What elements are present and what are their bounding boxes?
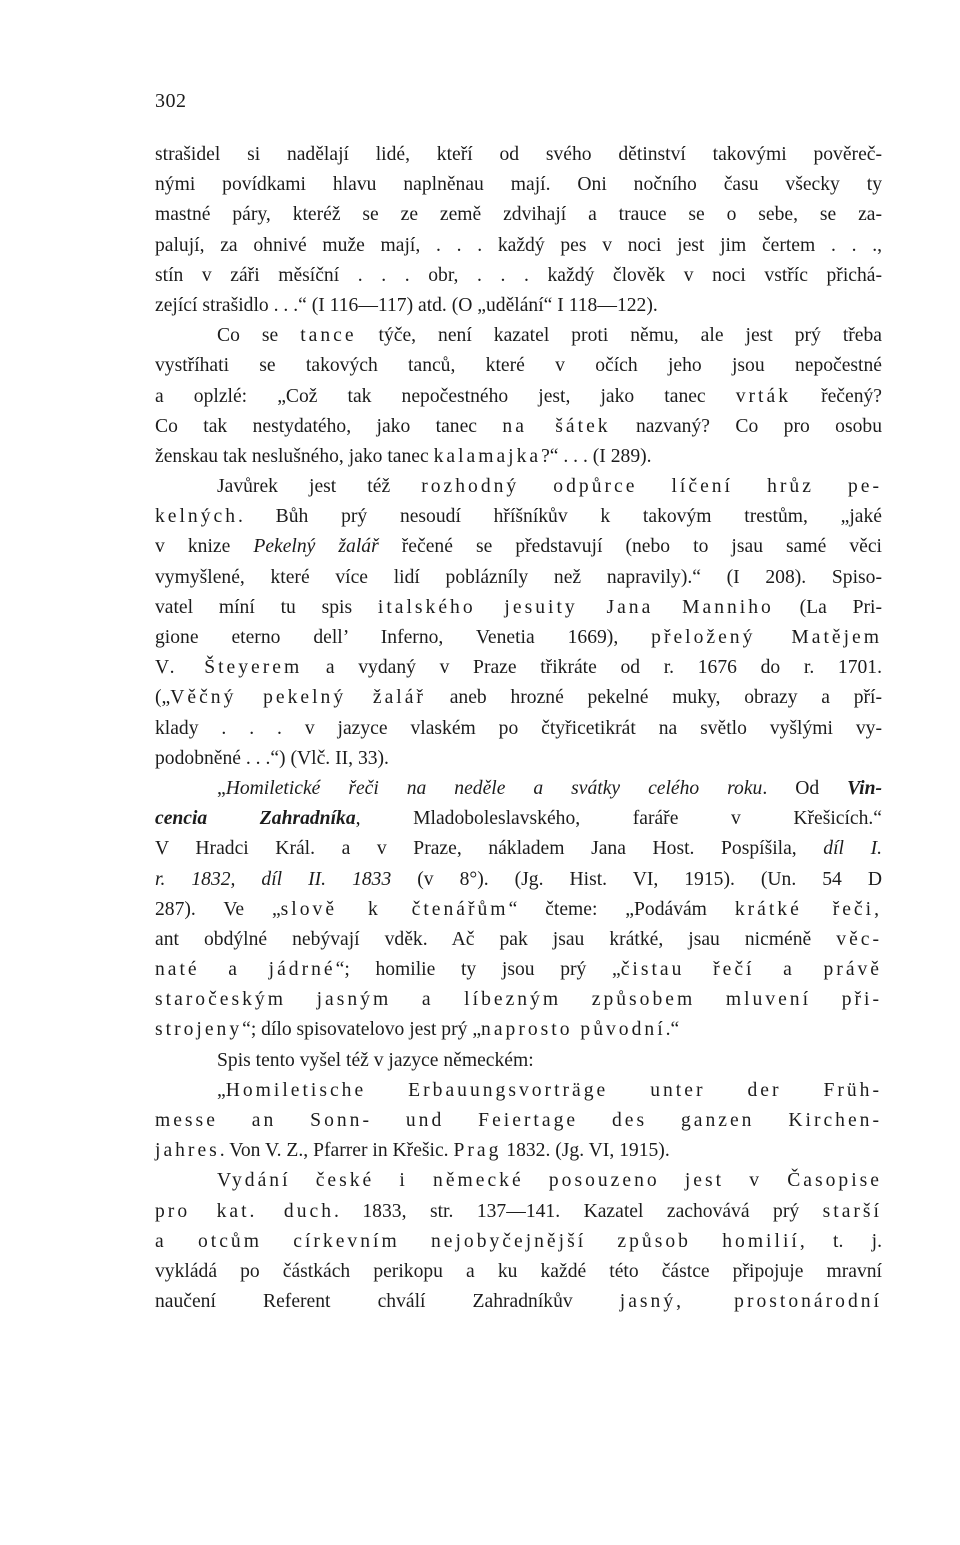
text-segment: “; dílo spisovatelovo jest prý „: [242, 1019, 482, 1041]
text-segment: pro kat. duch: [155, 1200, 334, 1222]
text-line: [155, 804, 882, 834]
text-segment: nazvaný? Co pro osobu: [610, 415, 882, 437]
text-segment: zející strašidlo . . .“ (I 116—117) atd. (O „udělání“ I 118—122).: [155, 294, 658, 316]
text-segment: strojeny: [155, 1019, 243, 1041]
text-line: [155, 1197, 882, 1227]
text-line: [155, 532, 882, 562]
text-segment: a vydaný v Praze třikráte od r. 1676 do r. 1701.: [302, 657, 882, 679]
text-segment: . 1833, str. 137—141. Kazatel zachovává prý: [334, 1200, 823, 1222]
text-line: [155, 1015, 882, 1045]
text-line: [155, 261, 882, 291]
text-line: [155, 895, 882, 925]
text-line: [155, 170, 882, 200]
text-segment: starší: [822, 1200, 882, 1222]
text-line: [155, 985, 882, 1015]
text-segment: , Mladoboleslavského, faráře v Křešicích.“: [355, 808, 882, 830]
text-segment: Prag: [453, 1140, 502, 1162]
text-segment: týče, není kazatel proti němu, ale jest prý třeba: [356, 325, 882, 347]
text-segment: řečené se představují (nebo to jsau samé věci: [378, 536, 883, 558]
text-segment: Homiletische Erbauungsvorträge unter der Früh-: [225, 1079, 882, 1101]
text-line: [155, 865, 882, 895]
text-line: [155, 683, 882, 713]
text-line: [155, 955, 882, 985]
text-line: [155, 623, 882, 653]
text-segment: („: [155, 687, 171, 709]
text-line: [155, 593, 882, 623]
page-number: 302: [155, 90, 187, 112]
text-segment: V Hradci Král. a v Praze, nákladem Jana Host. Pospíšila,: [155, 838, 824, 860]
text-segment: staročeským jasným a líbezným způsobem mluvení při-: [155, 989, 882, 1011]
text-segment: “; homilie ty jsou prý „: [335, 959, 621, 981]
text-line: [155, 321, 882, 351]
text-segment: Javůrek jest též: [217, 476, 422, 498]
text-line: [155, 1136, 882, 1166]
text-segment: na šátek: [502, 415, 611, 437]
text-segment: (La Pri-: [773, 596, 883, 618]
text-line: [155, 925, 882, 955]
text-line: [155, 1106, 882, 1136]
text-segment: Vin-: [847, 777, 882, 799]
text-line: [155, 1166, 882, 1196]
text-line: [155, 714, 882, 744]
text-segment: . Von V. Z., Pfarrer in Křešic.: [219, 1140, 454, 1162]
text-segment: palují, za ohnivé muže mají, . . . každý pes v noci jest jim čertem . . .,: [155, 234, 882, 256]
text-segment: vatel míní tu spis: [155, 596, 378, 618]
text-segment: tance: [300, 325, 357, 347]
text-segment: Spis tento vyšel též v jazyce německém:: [217, 1049, 534, 1071]
text-segment: naučení Referent chválí Zahradníkův: [155, 1291, 620, 1313]
text-segment: strašidel si nadělají lidé, kteří od svého dětinství takovými pověreč-: [155, 144, 882, 165]
text-segment: ženskau tak neslušného, jako tanec: [155, 445, 434, 467]
text-segment: italského jesuity Jana Manniho: [377, 596, 774, 618]
text-segment: kelných: [155, 506, 239, 528]
text-segment: slově k čtenářům: [280, 898, 509, 920]
text-line: [155, 412, 882, 442]
text-segment: vrták: [735, 385, 791, 407]
text-segment: přeložený Matějem: [651, 627, 882, 648]
text-segment: podobněné . . .“) (Vlč. II, 33).: [155, 747, 389, 769]
text-segment: ?“ . . . (I 289).: [541, 445, 652, 467]
text-line: [155, 231, 882, 261]
text-line: [155, 1046, 882, 1076]
text-segment: 287). Ve „: [155, 898, 281, 920]
text-segment: čistau řečí a právě: [620, 959, 883, 981]
text-line: [155, 834, 882, 864]
text-line: [155, 291, 882, 321]
text-segment: krátké řeči,: [734, 898, 882, 920]
text-segment: a otcům církevním nejobyčejnější způsob homilií: [155, 1230, 800, 1252]
text-line: [155, 442, 882, 472]
text-segment: vystříhati se takových tanců, které v očích jeho jsou nepočestné: [155, 355, 882, 377]
text-line: [155, 1076, 882, 1106]
text-segment: jasný, prostonárodní: [619, 1291, 882, 1313]
text-segment: mastné páry, kteréž se ze země zdvihají a trauce se o sebe, se za-: [155, 204, 882, 226]
text-segment: ant obdýlné nebývají vděk. Ač pak jsau krátké, jsau nicméně: [155, 928, 837, 950]
text-segment: .“: [665, 1019, 680, 1041]
text-segment: Homiletické řeči na neděle a svátky celého roku: [225, 777, 763, 799]
text-segment: , t. j.: [799, 1230, 883, 1252]
text-line: [155, 200, 882, 230]
text-line: [155, 382, 882, 412]
text-segment: vykládá po částkách perikopu a ku každé této částce připojuje mravní: [155, 1260, 882, 1282]
body-text: [155, 140, 882, 1317]
text-line: [155, 653, 882, 683]
text-segment: Pekelný žalář: [253, 536, 379, 558]
text-segment: naté a jádrné: [155, 959, 336, 981]
text-segment: . Bůh prý nesoudí hříšníkův k takovým trestům, „jaké: [238, 506, 882, 528]
text-segment: r. 1832, díl II. 1833: [155, 868, 392, 890]
text-segment: messe an Sonn- und Feiertage des ganzen Kirchen-: [155, 1110, 882, 1131]
text-segment: nými povídkami hlavu naplněnau mají. Oni nočního času všecky ty: [155, 174, 882, 196]
text-segment: aneb hrozné pekelné muky, obrazy a pří-: [425, 687, 882, 709]
text-segment: jahres: [155, 1140, 220, 1162]
text-segment: díl I.: [823, 838, 882, 860]
text-segment: naprosto původní: [481, 1019, 666, 1041]
text-segment: Co se: [217, 325, 301, 347]
text-segment: vymyšlené, které více lidí poblázníly než napravily).“ (I 208). Spiso-: [155, 566, 882, 588]
text-line: [155, 1227, 882, 1257]
text-segment: kalamajka: [433, 445, 542, 467]
text-segment: rozhodný odpůrce líčení hrůz pe-: [421, 476, 882, 498]
text-segment: “ čteme: „Podávám: [508, 898, 735, 920]
text-segment: „: [217, 777, 226, 799]
text-segment: Vydání české i německé posouzeno jest v Časopise: [217, 1170, 882, 1192]
text-segment: Věčný pekelný žalář: [170, 687, 426, 709]
text-segment: cencia Zahradníka: [155, 808, 356, 830]
text-segment: . Od: [762, 777, 848, 799]
text-line: [155, 774, 882, 804]
text-segment: a oplzlé: „Což tak nepočestného jest, jako tanec: [155, 385, 736, 407]
text-line: [155, 1287, 882, 1317]
text-line: [155, 140, 882, 170]
text-segment: stín v záři měsíční . . . obr, . . . každý člověk v noci vstříc přichá-: [155, 264, 882, 286]
text-segment: v knize: [155, 536, 254, 558]
text-segment: V. Šteyerem: [155, 657, 303, 679]
text-line: [155, 351, 882, 381]
text-line: [155, 1257, 882, 1287]
text-segment: 1832. (Jg. VI, 1915).: [501, 1140, 670, 1162]
text-segment: Co tak nestydatého, jako tanec: [155, 415, 503, 437]
text-segment: řečený?: [791, 385, 882, 407]
text-segment: gione eterno dell’ Inferno, Venetia 1669),: [155, 627, 652, 648]
text-line: [155, 744, 882, 774]
text-segment: „: [217, 1079, 226, 1101]
text-line: [155, 502, 882, 532]
text-segment: věc-: [836, 928, 882, 950]
text-line: [155, 563, 882, 593]
text-line: [155, 472, 882, 502]
text-segment: (v 8°). (Jg. Hist. VI, 1915). (Un. 54 D: [391, 868, 882, 890]
text-segment: klady . . . v jazyce vlaském po čtyřicetikrát na světlo vyšlými vy-: [155, 717, 882, 739]
